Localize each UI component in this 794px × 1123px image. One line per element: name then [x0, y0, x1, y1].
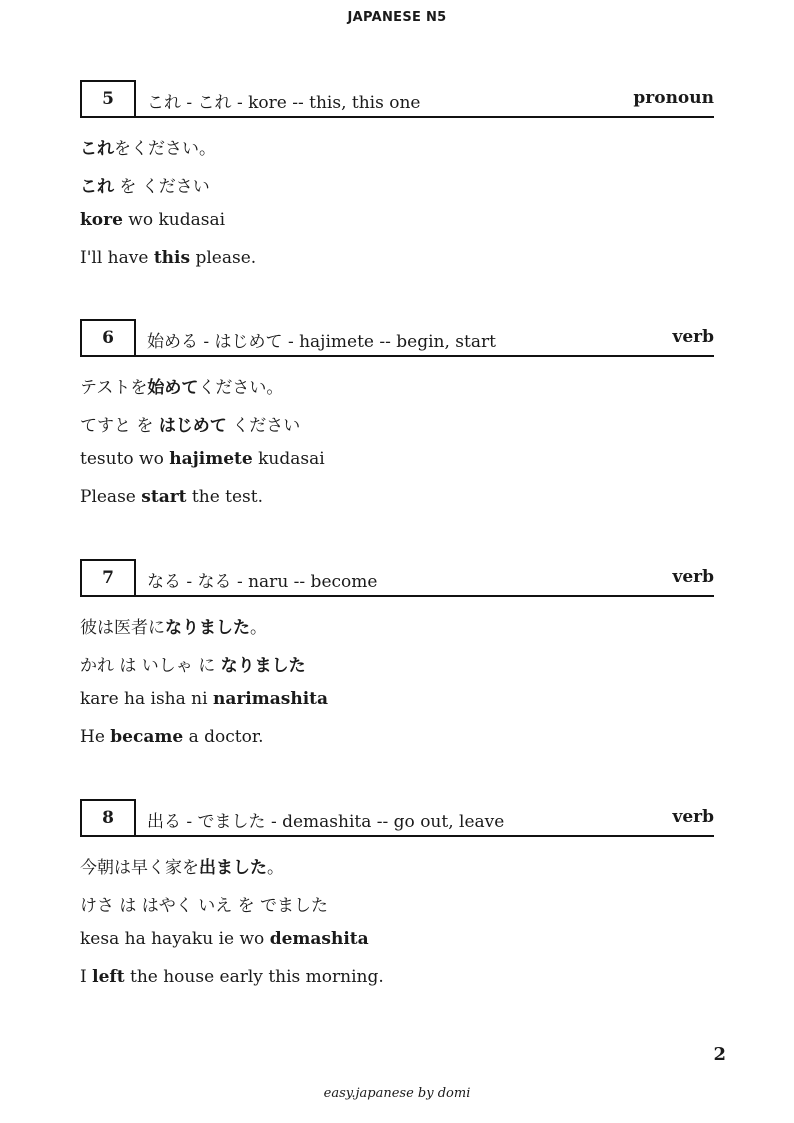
romaji-sentence: kesa ha hayaku ie wo demashita — [80, 929, 369, 949]
kana-sentence: かれ は いしゃ に なりました — [80, 656, 306, 676]
part-of-speech: verb — [672, 327, 714, 347]
romaji-sentence: kore wo kudasai — [80, 210, 226, 230]
entry-heading-row — [80, 559, 714, 597]
vocab-entry — [80, 559, 714, 747]
entry-heading: これ - これ - kore -- this, this one — [147, 93, 421, 113]
vocab-entry — [80, 80, 714, 268]
japanese-sentence: テストを始めてください。 — [80, 378, 284, 398]
english-sentence: He became a doctor. — [80, 727, 264, 747]
romaji-sentence: tesuto wo hajimete kudasai — [80, 449, 325, 469]
part-of-speech: verb — [672, 567, 714, 587]
kana-sentence: けさ は はやく いえ を でました — [80, 896, 329, 916]
romaji-sentence: kare ha isha ni narimashita — [80, 689, 329, 709]
entry-heading: 出る - でました - demashita -- go out, leave — [147, 812, 505, 832]
entry-heading: なる - なる - naru -- become — [147, 572, 378, 592]
vocab-entry — [80, 799, 714, 987]
entry-number: 5 — [80, 80, 136, 116]
entry-heading-row — [80, 799, 714, 837]
part-of-speech: pronoun — [633, 88, 714, 108]
kana-sentence: てすと を はじめて ください — [80, 416, 301, 436]
english-sentence: Please start the test. — [80, 487, 264, 507]
footer-credit: easy.japanese by domi — [323, 1086, 471, 1101]
entry-number: 6 — [80, 319, 136, 355]
page-number: 2 — [713, 1044, 726, 1065]
page-header-title: JAPANESE N5 — [347, 10, 447, 25]
entry-heading-row — [80, 80, 714, 118]
entry-number: 7 — [80, 559, 136, 595]
english-sentence: I left the house early this morning. — [80, 967, 384, 987]
japanese-sentence: 彼は医者になりました。 — [80, 618, 267, 638]
japanese-sentence: 今朝は早く家を出ました。 — [80, 858, 284, 878]
part-of-speech: verb — [672, 807, 714, 827]
entry-number: 8 — [80, 799, 136, 835]
kana-sentence: これ を ください — [80, 177, 210, 197]
japanese-sentence: これをください。 — [80, 139, 216, 159]
english-sentence: I'll have this please. — [80, 248, 257, 268]
vocab-entry — [80, 319, 714, 507]
entry-heading: 始める - はじめて - hajimete -- begin, start — [147, 332, 496, 352]
entry-heading-row — [80, 319, 714, 357]
